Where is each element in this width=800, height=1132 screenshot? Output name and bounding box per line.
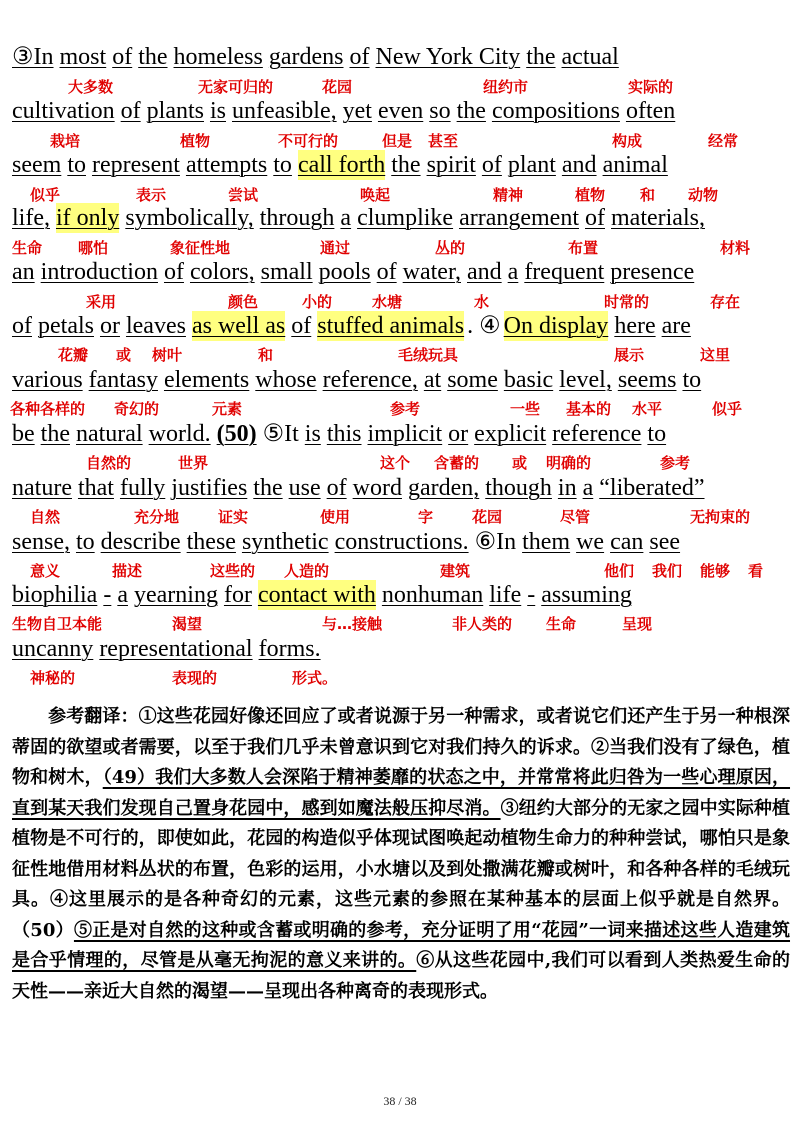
- english-word: New York City: [375, 44, 521, 70]
- gloss-word: 这里: [700, 346, 731, 364]
- english-line-8: [12, 419, 792, 449]
- english-word: explicit: [474, 421, 547, 447]
- gloss-word: 使用: [320, 508, 351, 526]
- english-word: of: [291, 313, 312, 339]
- english-word: of: [326, 475, 347, 501]
- english-word: at: [423, 367, 442, 393]
- gloss-word: 人造的: [284, 562, 330, 580]
- translation-part-5: ⑥从这些花园中,我们可以看到人类热爱生命的天性——亲近大自然的渴望——呈现出各种离奇的表现形式。: [12, 950, 791, 1002]
- gloss-word: 看: [748, 562, 764, 580]
- gloss-word: 哪怕: [78, 239, 109, 257]
- english-word: even: [377, 98, 424, 124]
- gloss-word: 参考: [660, 454, 691, 472]
- gloss-word: 生物自卫本能: [12, 615, 103, 633]
- gloss-word: 他们: [604, 562, 635, 580]
- english-word: cultivation: [12, 98, 115, 124]
- gloss-word: 水平: [632, 400, 663, 418]
- english-word: animal: [602, 152, 668, 178]
- gloss-word: 尽管: [560, 508, 591, 526]
- gloss-word: 表示: [136, 186, 167, 204]
- gloss-word: 唤起: [360, 186, 391, 204]
- gloss-word: 无家可归的: [198, 78, 274, 96]
- english-word: gardens: [268, 44, 344, 70]
- english-word: the: [391, 152, 421, 178]
- english-word: an: [12, 259, 35, 285]
- gloss-word: 这些的: [210, 562, 256, 580]
- gloss-word: 小的: [302, 293, 333, 311]
- english-word: water,: [402, 259, 461, 285]
- english-word: representational: [99, 636, 253, 662]
- gloss-line-10: [0, 561, 800, 581]
- english-word: of: [163, 259, 184, 285]
- gloss-word: 构成: [612, 132, 643, 150]
- english-word: a: [582, 475, 594, 501]
- english-word: unfeasible,: [232, 98, 337, 124]
- gloss-word: 字: [418, 508, 434, 526]
- english-word: the: [138, 44, 168, 70]
- english-word: and: [561, 152, 597, 178]
- english-word: ⑥In: [474, 529, 517, 555]
- english-word: yearning: [133, 582, 218, 608]
- english-word: of: [112, 44, 133, 70]
- english-word: colors,: [189, 259, 255, 285]
- english-word: them: [522, 529, 571, 555]
- english-word: ④: [479, 313, 501, 339]
- gloss-word: 水塘: [372, 293, 403, 311]
- gloss-word: 表现的: [172, 669, 218, 687]
- gloss-word: 经常: [708, 132, 739, 150]
- english-word: assuming: [541, 582, 632, 608]
- english-word: various: [12, 367, 83, 393]
- english-word: of: [585, 205, 605, 231]
- gloss-word: 神秘的: [30, 669, 76, 687]
- gloss-line-4: [0, 238, 800, 258]
- gloss-word: 元素: [212, 400, 243, 418]
- english-word: be: [12, 421, 35, 447]
- gloss-word: 花园: [322, 78, 353, 96]
- gloss-line-11: [0, 614, 800, 634]
- gloss-word: 不可行的: [278, 132, 339, 150]
- english-word: compositions: [491, 98, 620, 124]
- gloss-word: 和: [640, 186, 656, 204]
- gloss-word: 纽约市: [483, 78, 529, 96]
- english-word: to: [682, 367, 702, 393]
- english-word: world.: [148, 421, 211, 447]
- gloss-line-2: [0, 131, 800, 151]
- gloss-line-3: [0, 185, 800, 205]
- gloss-word: 世界: [178, 454, 209, 472]
- english-line-3: [12, 150, 792, 180]
- english-word: implicit: [367, 421, 443, 447]
- english-word: this: [326, 421, 362, 447]
- english-word: to: [647, 421, 667, 447]
- english-word: small: [260, 259, 313, 285]
- english-word: is: [304, 421, 321, 447]
- english-line-12: [12, 634, 792, 664]
- gloss-line-7: [0, 399, 800, 419]
- english-word: arrangement: [459, 205, 579, 231]
- gloss-word: 存在: [710, 293, 741, 311]
- gloss-word: 基本的: [566, 400, 612, 418]
- english-word: a: [507, 259, 519, 285]
- english-word: -: [527, 582, 536, 608]
- english-word: of: [120, 98, 141, 124]
- gloss-word: 自然的: [86, 454, 132, 472]
- highlighted-phrase: as well as: [191, 313, 286, 339]
- gloss-word: 布置: [568, 239, 599, 257]
- gloss-word: 似乎: [30, 186, 61, 204]
- english-word: seem: [12, 152, 62, 178]
- gloss-word: 植物: [180, 132, 211, 150]
- english-word: of: [481, 152, 502, 178]
- english-word: pools: [318, 259, 371, 285]
- gloss-word: 通过: [320, 239, 351, 257]
- english-word: word: [352, 475, 402, 501]
- english-word: to: [67, 152, 86, 178]
- english-word: homeless: [173, 44, 263, 70]
- english-line-11: [12, 580, 792, 610]
- gloss-word: 或: [116, 346, 132, 364]
- english-word: is: [209, 98, 226, 124]
- gloss-word: 充分地: [134, 508, 180, 526]
- gloss-word: 象征性地: [170, 239, 231, 257]
- english-word: clumplike: [357, 205, 454, 231]
- gloss-word: 植物: [575, 186, 606, 204]
- gloss-word: 自然: [30, 508, 61, 526]
- english-word: describe: [100, 529, 181, 555]
- gloss-word: 一些: [510, 400, 541, 418]
- english-word: see: [649, 529, 681, 555]
- gloss-word: 栽培: [50, 132, 81, 150]
- gloss-word: 建筑: [440, 562, 471, 580]
- english-word: .: [467, 313, 474, 339]
- english-line-6: [12, 311, 792, 341]
- english-word: “liberated”: [599, 475, 705, 501]
- english-line-4: [12, 203, 792, 233]
- english-word: fantasy: [88, 367, 158, 393]
- english-word: use: [288, 475, 321, 501]
- english-word: constructions.: [334, 529, 469, 555]
- english-word: a: [117, 582, 128, 608]
- highlighted-phrase: call forth: [297, 152, 386, 178]
- english-word: most: [59, 44, 107, 70]
- english-word: basic: [503, 367, 554, 393]
- english-line-7: [12, 365, 792, 395]
- english-word: and: [467, 259, 502, 285]
- translation-part-1: 参考翻译：①这些花园好像还回应了或者说源于另一种需求，或者说它们还产生于另一种根深蒂固的欲望或者需要，以至于我们几乎未曾意识到它对我们持久的诉求。②当我们没有了绿色，植物和树木，: [12, 706, 790, 788]
- english-word: often: [625, 98, 676, 124]
- gloss-word: 我们: [652, 562, 683, 580]
- english-line-10: [12, 527, 792, 557]
- english-word: natural: [75, 421, 143, 447]
- gloss-word: 生命: [12, 239, 43, 257]
- english-word: through: [259, 205, 335, 231]
- english-word: life: [489, 582, 522, 608]
- english-word: plants: [146, 98, 204, 124]
- english-word: though: [485, 475, 552, 501]
- english-word: to: [75, 529, 95, 555]
- gloss-word: 花瓣: [58, 346, 89, 364]
- english-word: in: [557, 475, 577, 501]
- english-word: of: [376, 259, 397, 285]
- gloss-word: 形式。: [292, 669, 338, 687]
- gloss-word: 时常的: [604, 293, 650, 311]
- gloss-word: 生命: [546, 615, 577, 633]
- reference-translation: [12, 702, 790, 1007]
- english-word: frequent: [524, 259, 605, 285]
- english-word: spirit: [426, 152, 476, 178]
- english-word: whose: [255, 367, 317, 393]
- english-word: biophilia: [12, 582, 98, 608]
- english-word: fully: [119, 475, 166, 501]
- gloss-word: 明确的: [546, 454, 592, 472]
- gloss-word: 大多数: [68, 78, 114, 96]
- english-word: the: [526, 44, 556, 70]
- english-word: of: [349, 44, 370, 70]
- english-word: represent: [91, 152, 180, 178]
- english-word: symbolically,: [125, 205, 254, 231]
- english-word: for: [223, 582, 252, 608]
- gloss-word: 与…接触: [322, 615, 383, 633]
- gloss-word: 含蓄的: [434, 454, 480, 472]
- english-word: materials,: [611, 205, 705, 231]
- english-line-5: [12, 257, 792, 287]
- gloss-line-1: [0, 77, 800, 97]
- english-word: ⑤It: [262, 421, 299, 447]
- english-word: to: [273, 152, 292, 178]
- english-word: sense,: [12, 529, 70, 555]
- gloss-word: 证实: [218, 508, 249, 526]
- translation-part-49-underlined: （49）我们大多数人会深陷于精神萎靡的状态之中，并常常将此归咎为一些心理原因，直到某天我们发现自己置身花园中，感到如魔法般压抑尽消。: [12, 767, 791, 819]
- gloss-word: 描述: [112, 562, 143, 580]
- english-word: nonhuman: [381, 582, 484, 608]
- english-word: here: [614, 313, 656, 339]
- gloss-word: 实际的: [628, 78, 674, 96]
- english-word: (50): [216, 421, 257, 447]
- gloss-line-5: [0, 292, 800, 312]
- gloss-word: 颜色: [228, 293, 259, 311]
- gloss-word: 意义: [30, 562, 61, 580]
- gloss-word: 无拘束的: [690, 508, 751, 526]
- highlighted-phrase: On display: [503, 313, 609, 339]
- english-word: or: [448, 421, 469, 447]
- english-word: justifies: [171, 475, 248, 501]
- gloss-word: 动物: [688, 186, 719, 204]
- gloss-word: 渴望: [172, 615, 203, 633]
- gloss-word: 树叶: [152, 346, 183, 364]
- english-word: -: [103, 582, 112, 608]
- gloss-word: 甚至: [428, 132, 459, 150]
- gloss-word: 但是: [382, 132, 413, 150]
- english-word: life,: [12, 205, 50, 231]
- english-word: the: [253, 475, 283, 501]
- english-word: that: [77, 475, 114, 501]
- gloss-line-6: [0, 345, 800, 365]
- gloss-word: 和: [258, 346, 274, 364]
- highlighted-phrase: if only: [55, 205, 120, 231]
- page-number: 38 / 38: [383, 1094, 417, 1108]
- gloss-word: 尝试: [228, 186, 259, 204]
- english-line-9: [12, 473, 792, 503]
- english-word: are: [661, 313, 691, 339]
- gloss-word: 丛的: [435, 239, 466, 257]
- highlighted-phrase: contact with: [257, 582, 376, 608]
- english-word: so: [429, 98, 451, 124]
- gloss-word: 似乎: [712, 400, 743, 418]
- gloss-word: 各种各样的: [10, 400, 86, 418]
- english-word: can: [610, 529, 644, 555]
- english-word: plant: [507, 152, 556, 178]
- gloss-word: 或: [512, 454, 528, 472]
- english-word: a: [340, 205, 352, 231]
- english-word: attempts: [185, 152, 268, 178]
- english-line-1: [12, 42, 792, 72]
- english-word: the: [40, 421, 70, 447]
- english-word: forms.: [258, 636, 321, 662]
- english-word: garden,: [407, 475, 480, 501]
- english-word: leaves: [125, 313, 186, 339]
- english-word: actual: [561, 44, 619, 70]
- english-word: these: [186, 529, 236, 555]
- english-word: seems: [617, 367, 677, 393]
- english-word: uncanny: [12, 636, 94, 662]
- gloss-word: 花园: [472, 508, 503, 526]
- english-word: reference,: [322, 367, 418, 393]
- english-word: nature: [12, 475, 72, 501]
- english-word: we: [576, 529, 605, 555]
- gloss-word: 呈现: [622, 615, 653, 633]
- gloss-line-8: [0, 453, 800, 473]
- english-word: introduction: [40, 259, 158, 285]
- english-word: some: [447, 367, 498, 393]
- gloss-word: 这个: [380, 454, 411, 472]
- gloss-word: 水: [474, 293, 490, 311]
- english-word: ③In: [12, 44, 54, 70]
- english-word: of: [12, 313, 32, 339]
- english-word: elements: [163, 367, 250, 393]
- english-word: yet: [342, 98, 372, 124]
- english-word: reference: [552, 421, 642, 447]
- translation-part-3: ③纽约大部分的无家之园中实际种植植物是不可行的，即使如此，花园的构造似乎体现试图唤起动植物生命力的种种尝试，哪怕只是象征性地借用材料丛状的布置，色彩的运用，小水塘以及到处撒满花瓣或树叶，和各种各样的毛绒玩具。④这里展示的是各种奇幻的元素，这些元素的参照在某种基本的层面上似乎就是自然界。（50）: [12, 797, 791, 941]
- gloss-word: 展示: [614, 346, 645, 364]
- gloss-word: 精神: [493, 186, 524, 204]
- english-word: presence: [610, 259, 695, 285]
- gloss-line-9: [0, 507, 800, 527]
- english-word: synthetic: [241, 529, 329, 555]
- gloss-word: 参考: [390, 400, 421, 418]
- english-word: the: [456, 98, 486, 124]
- gloss-word: 奇幻的: [114, 400, 160, 418]
- english-line-2: [12, 96, 792, 126]
- english-word: level,: [559, 367, 612, 393]
- translation-part-50-underlined: ⑤正是对自然的这种或含蓄或明确的参考，充分证明了用“花园”一词来描述这些人造建筑是合乎情理的，尽管是从毫无拘泥的意义来讲的。: [12, 919, 791, 971]
- gloss-word: 毛绒玩具: [398, 346, 459, 364]
- english-word: petals: [38, 313, 94, 339]
- gloss-word: 能够: [700, 562, 731, 580]
- gloss-word: 非人类的: [452, 615, 513, 633]
- gloss-word: 采用: [86, 293, 117, 311]
- english-word: or: [99, 313, 120, 339]
- gloss-line-12: [0, 668, 800, 688]
- gloss-word: 材料: [720, 239, 751, 257]
- highlighted-phrase: stuffed animals: [317, 313, 465, 339]
